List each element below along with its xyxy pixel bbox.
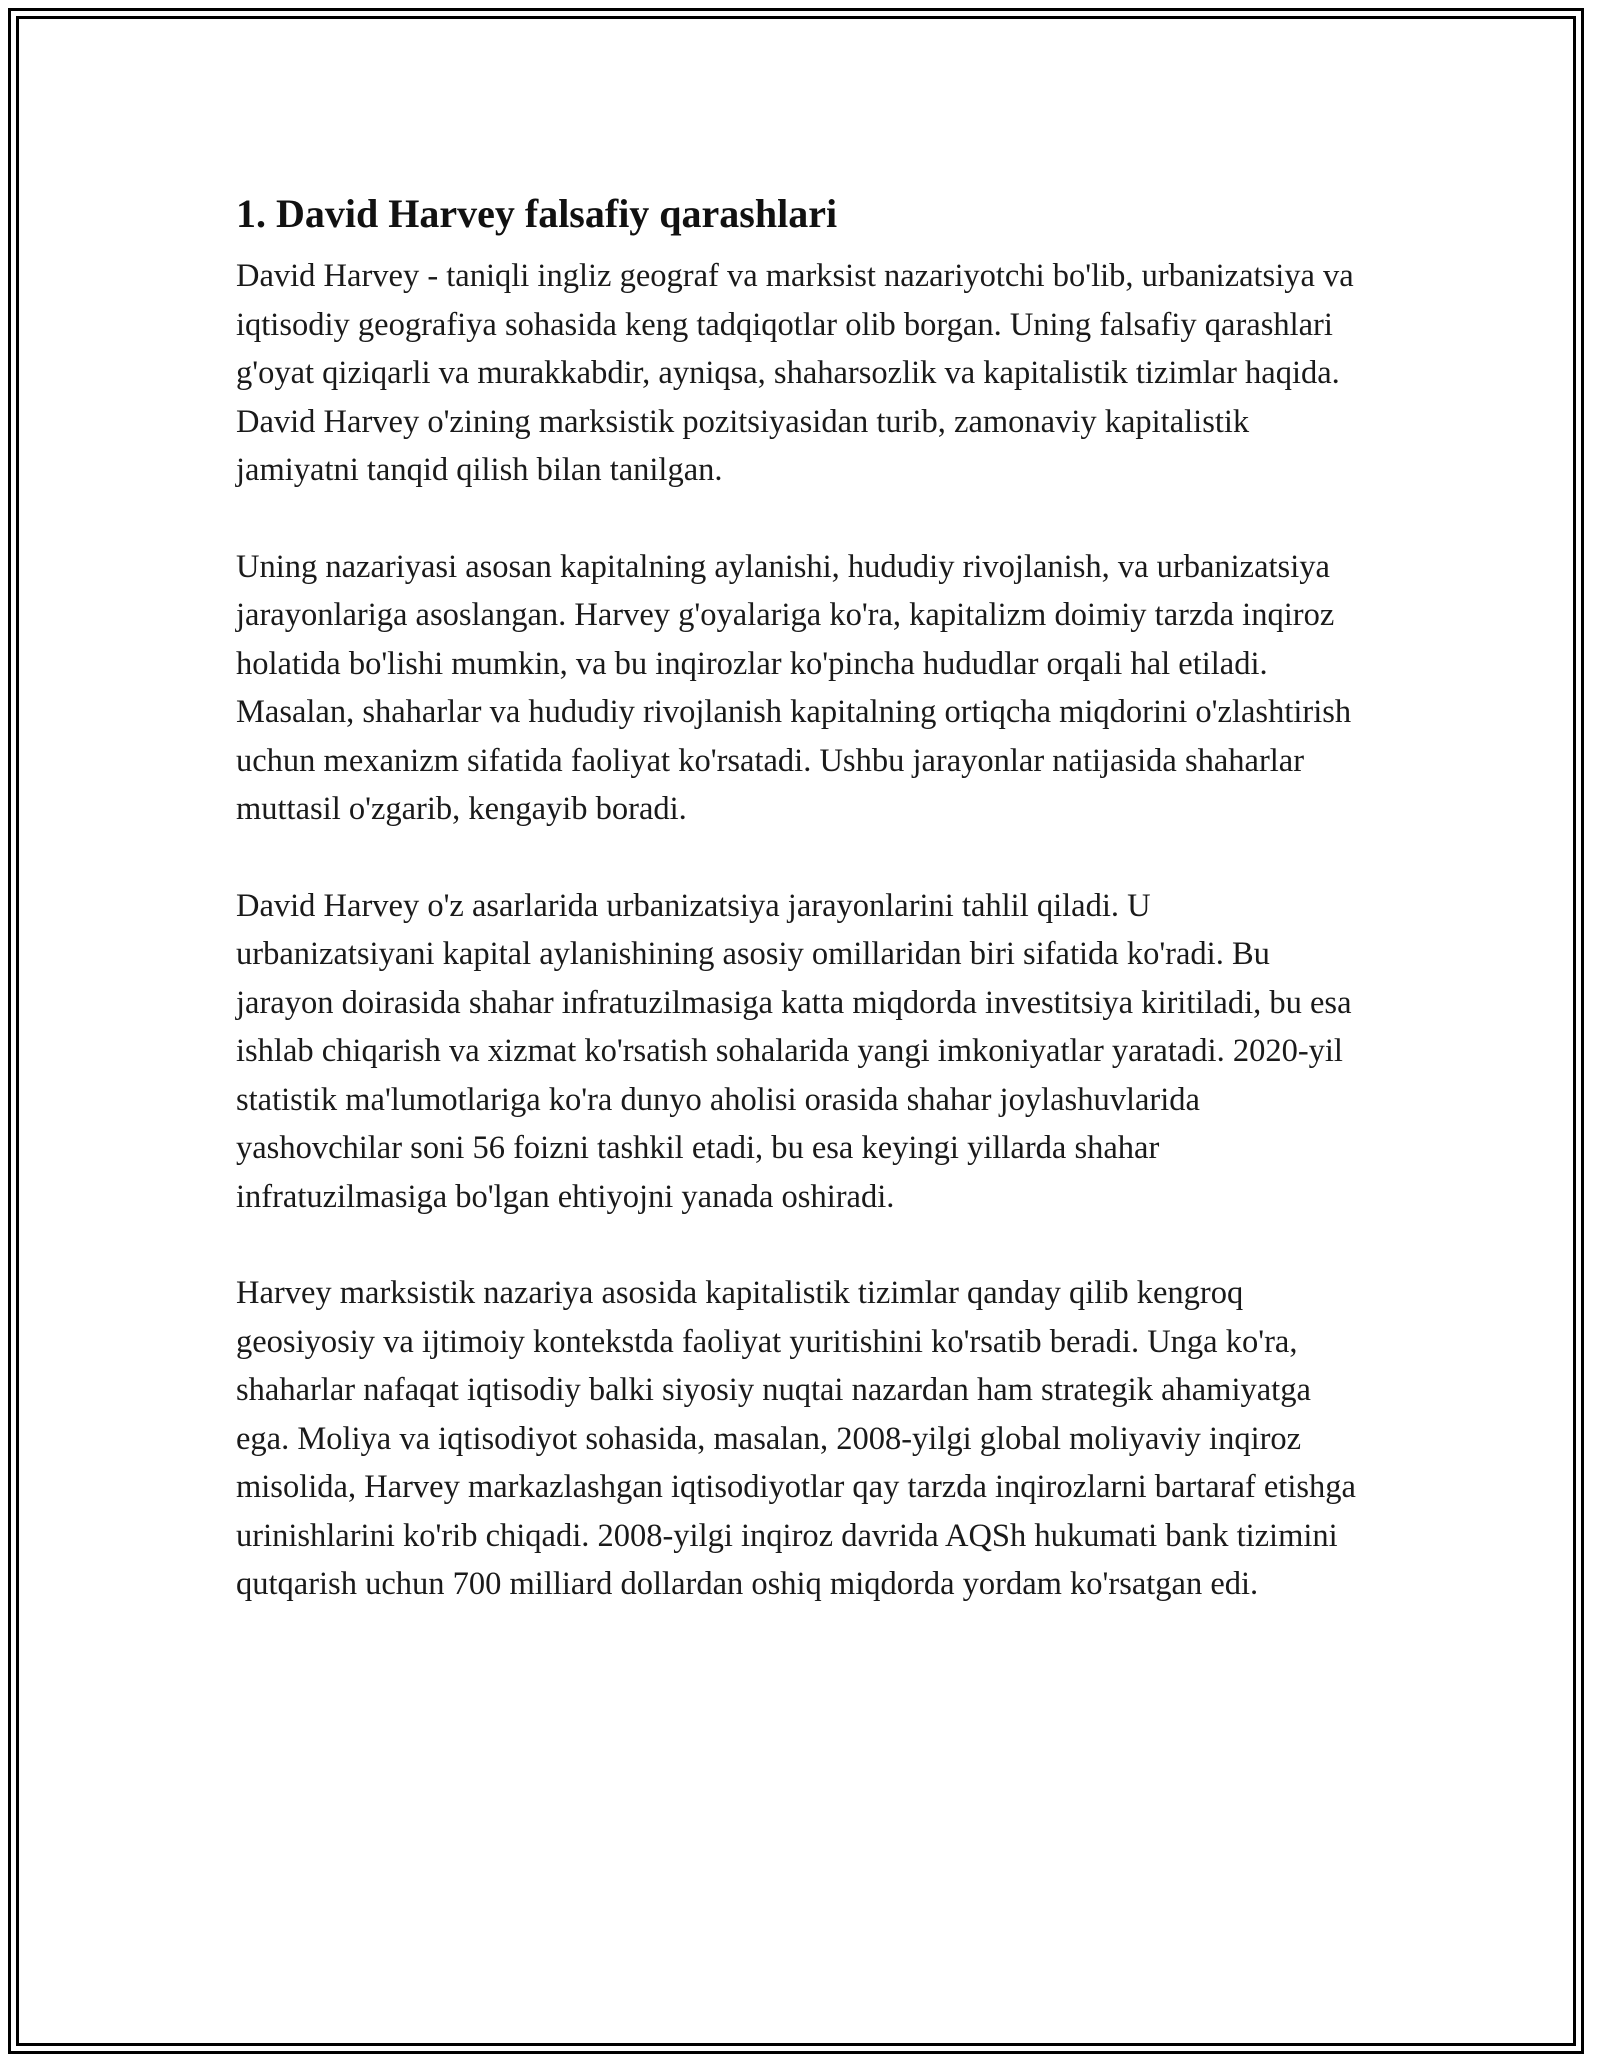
paragraph-1: David Harvey - taniqli ingliz geograf va marksist nazariyotchi bo'lib, urbanizatsiya va iqtisodiy geografiya sohasida keng tadqiqotlar olib borgan. Uning falsafiy qarashlari g'oyat qiziqarli va murakkabdir, ayniqsa, shaharsozlik va kapitalistik tizimlar haqida. David Harvey o'zining marksistik pozitsiyasidan turib, zamonaviy kapitalistik jamiyatni tanqid qilish bilan tanilgan. [236,258,1354,488]
section-heading: 1. David Harvey falsafiy qarashlari [236,191,838,236]
document-body [236,186,1356,1657]
paragraph-3: David Harvey o'z asarlarida urbanizatsiya jarayonlarini tahlil qiladi. U urbanizatsiyani kapital aylanishining asosiy omillaridan biri sifatida ko'radi. Bu jarayon doirasida shahar infratuzilmasiga katta miqdorda investitsiya kiritiladi, bu esa ishlab chiqarish va xizmat ko'rsatish sohalarida yangi imkoniyatlar yaratadi. 2020-yil statistik ma'lumotlariga ko'ra dunyo aholisi orasida shahar joylashuvlarida yashovchilar soni 56 foizni tashkil etadi, bu esa keyingi yillarda shahar infratuzilmasiga bo'lgan ehtiyojni yanada oshiradi. [236,887,1352,1215]
paragraph-4: Harvey marksistik nazariya asosida kapitalistik tizimlar qanday qilib kengroq geosiyosiy va ijtimoiy kontekstda faoliyat yuritishini ko'rsatib beradi. Unga ko'ra, shaharlar nafaqat iqtisodiy balki siyosiy nuqtai nazardan ham strategik ahamiyatga ega. Moliya va iqtisodiyot sohasida, masalan, 2008-yilgi global moliyaviy inqiroz misolida, Harvey markazlashgan iqtisodiyotlar qay tarzda inqirozlarni bartaraf etishga urinishlarini ko'rib chiqadi. 2008-yilgi inqiroz davrida AQSh hukumati bank tizimini qutqarish uchun 700 milliard dollardan oshiq miqdorda yordam ko'rsatgan edi. [236,1275,1356,1602]
paragraph-2: Uning nazariyasi asosan kapitalning aylanishi, hududiy rivojlanish, va urbanizatsiya jarayonlariga asoslangan. Harvey g'oyalariga ko'ra, kapitalizm doimiy tarzda inqiroz holatida bo'lishi mumkin, va bu inqirozlar ko'pincha hududlar orqali hal etiladi. Masalan, shaharlar va hududiy rivojlanish kapitalning ortiqcha miqdorini o'zlashtirish uchun mexanizm sifatida faoliyat ko'rsatadi. Ushbu jarayonlar natijasida shaharlar muttasil o'zgarib, kengayib boradi. [236,548,1352,827]
